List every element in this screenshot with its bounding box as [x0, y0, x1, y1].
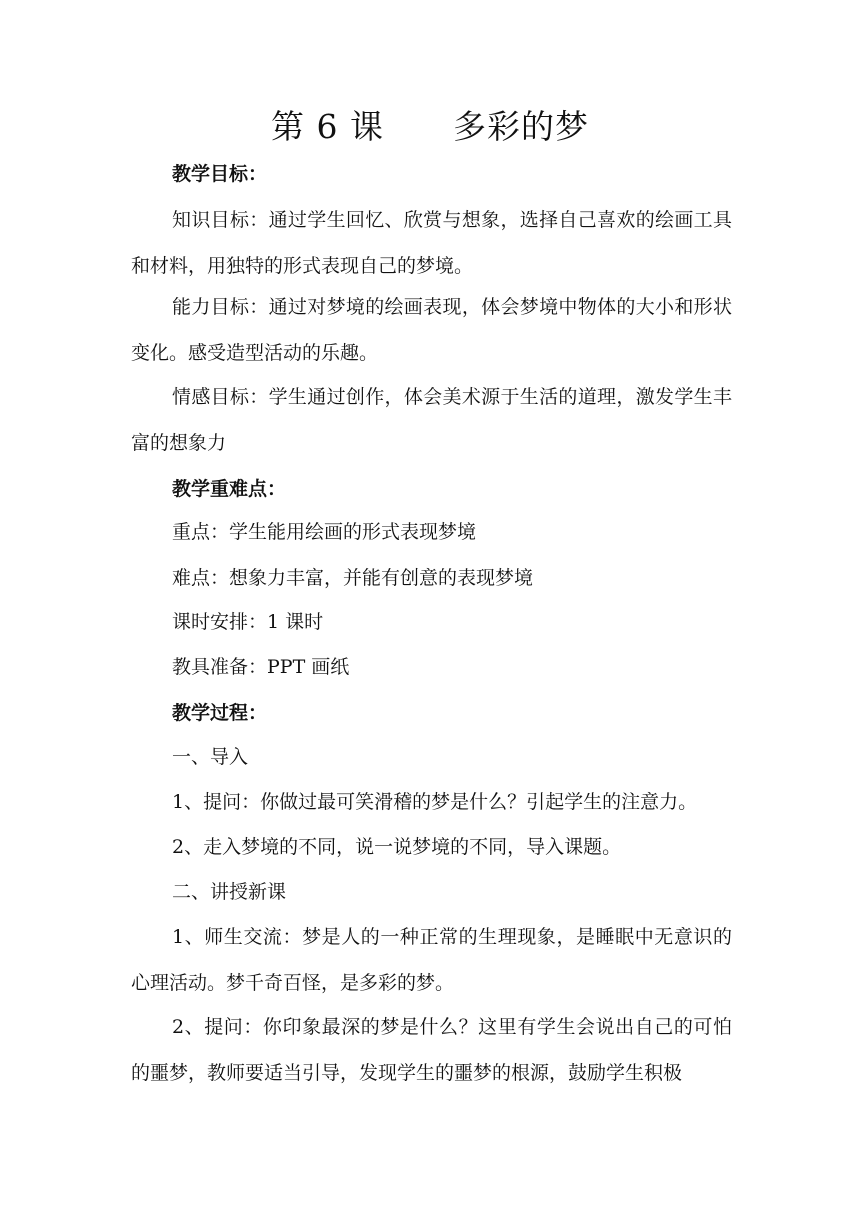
- paragraph-part-one-heading: 一、导入: [172, 746, 249, 768]
- paragraph-key-point: 重点：学生能用绘画的形式表现梦境: [172, 521, 477, 543]
- paragraph-teaching-aids: 教具准备：PPT 画纸: [172, 656, 350, 678]
- paragraph-ability-objective: 能力目标：通过对梦境的绘画表现，体会梦境中物体的大小和形状变化。感受造型活动的乐趣。: [131, 296, 732, 364]
- paragraph-step-2: 2、走入梦境的不同，说一说梦境的不同，导入课题。: [172, 836, 622, 858]
- paragraph-emotion-objective: 情感目标：学生通过创作，体会美术源于生活的道理，激发学生丰富的想象力: [131, 386, 732, 454]
- paragraph-class-hours: 课时安排：1 课时: [172, 611, 324, 633]
- paragraph-step-1: 1、提问：你做过最可笑滑稽的梦是什么？引起学生的注意力。: [172, 791, 698, 813]
- paragraph-difficult-point: 难点：想象力丰富，并能有创意的表现梦境: [172, 567, 534, 589]
- paragraph-knowledge-objective: 知识目标：通过学生回忆、欣赏与想象，选择自己喜欢的绘画工具和材料，用独特的形式表现自己的梦境。: [131, 209, 732, 277]
- section-heading-process: 教学过程：: [172, 702, 268, 724]
- section-heading-objectives: 教学目标：: [172, 163, 268, 185]
- paragraph-part-two-heading: 二、讲授新课: [172, 881, 287, 903]
- paragraph-new-lesson-2: 2、提问：你印象最深的梦是什么？这里有学生会说出自己的可怕的噩梦，教师要适当引导，发现学生的噩梦的根源，鼓励学生积极: [131, 1016, 732, 1084]
- paragraph-new-lesson-1: 1、师生交流：梦是人的一种正常的生理现象，是睡眠中无意识的心理活动。梦千奇百怪，是多彩的梦。: [131, 926, 732, 994]
- lesson-title: 第 6 课 多彩的梦: [271, 107, 589, 146]
- section-heading-key-points: 教学重难点：: [172, 478, 287, 500]
